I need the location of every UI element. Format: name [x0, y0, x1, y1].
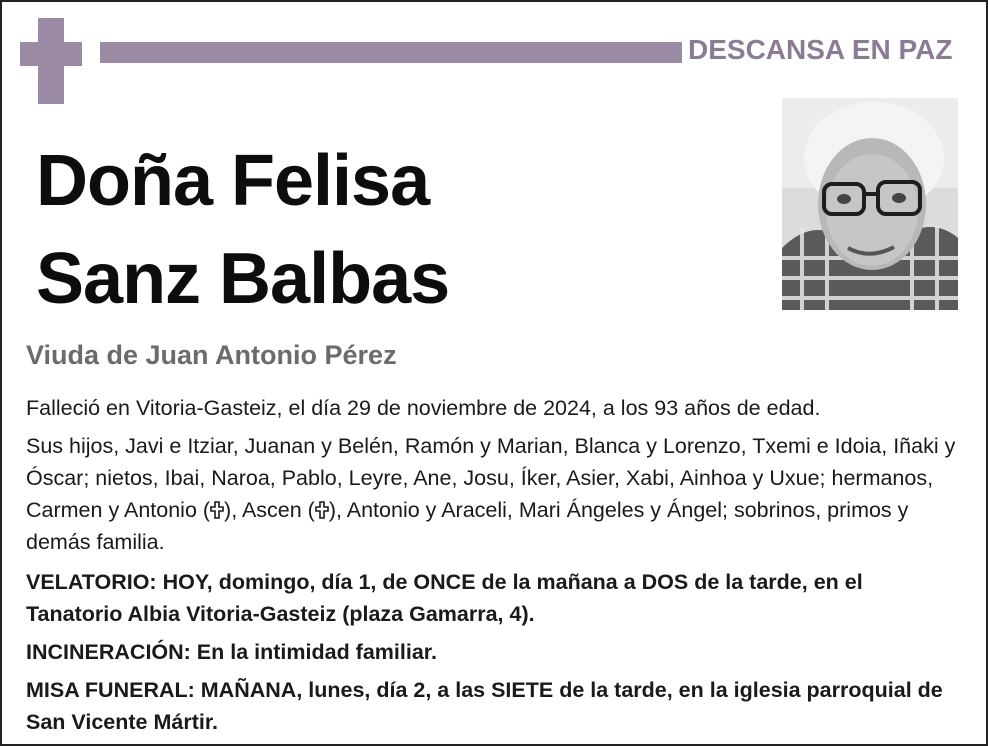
family-text-2: ), Ascen ( [224, 498, 315, 522]
family-text-3: ), Antonio y Araceli, Mari Ángeles y Ángel; sobrinos, primos y demás familia. [26, 498, 909, 554]
cross-icon-bar [20, 42, 82, 66]
header-label: DESCANSA EN PAZ [688, 34, 953, 65]
header-rule [100, 42, 682, 63]
cremation-info: INCINERACIÓN: En la intimidad familiar. [26, 640, 437, 664]
portrait-photo [782, 98, 958, 310]
portrait-image [782, 98, 958, 310]
latin-cross-icon [210, 501, 224, 519]
family-text-1: Sus hijos, Javi e Itziar, Juanan y Belén, Ramón y Marian, Blanca y Lorenzo, Txemi e Idoia, Iñaki y Óscar; nietos, Ibai, Naroa, Pablo, Leyre, Ane, Josu, Íker, Asier, Xabi, Ainhoa y Uxue; hermanos, Carmen y Antonio ( [26, 434, 956, 522]
family-list [26, 430, 956, 558]
latin-cross-icon [315, 501, 329, 519]
name-line-2: Sanz Balbas [36, 239, 450, 319]
subtitle-widow-of: Viuda de Juan Antonio Pérez [26, 340, 397, 370]
death-notice: Falleció en Vitoria-Gasteiz, el día 29 de noviembre de 2024, a los 93 años de edad. [26, 396, 821, 420]
wake-info: VELATORIO: HOY, domingo, día 1, de ONCE de la mañana a DOS de la tarde, en el Tanatorio Albia Vitoria-Gasteiz (plaza Gamarra, 4). [26, 570, 863, 626]
deceased-name [36, 132, 736, 328]
name-line-1: Doña Felisa [36, 141, 430, 221]
funeral-mass-info: MISA FUNERAL: MAÑANA, lunes, día 2, a las SIETE de la tarde, en la iglesia parroquial de San Vicente Mártir. [26, 678, 943, 734]
